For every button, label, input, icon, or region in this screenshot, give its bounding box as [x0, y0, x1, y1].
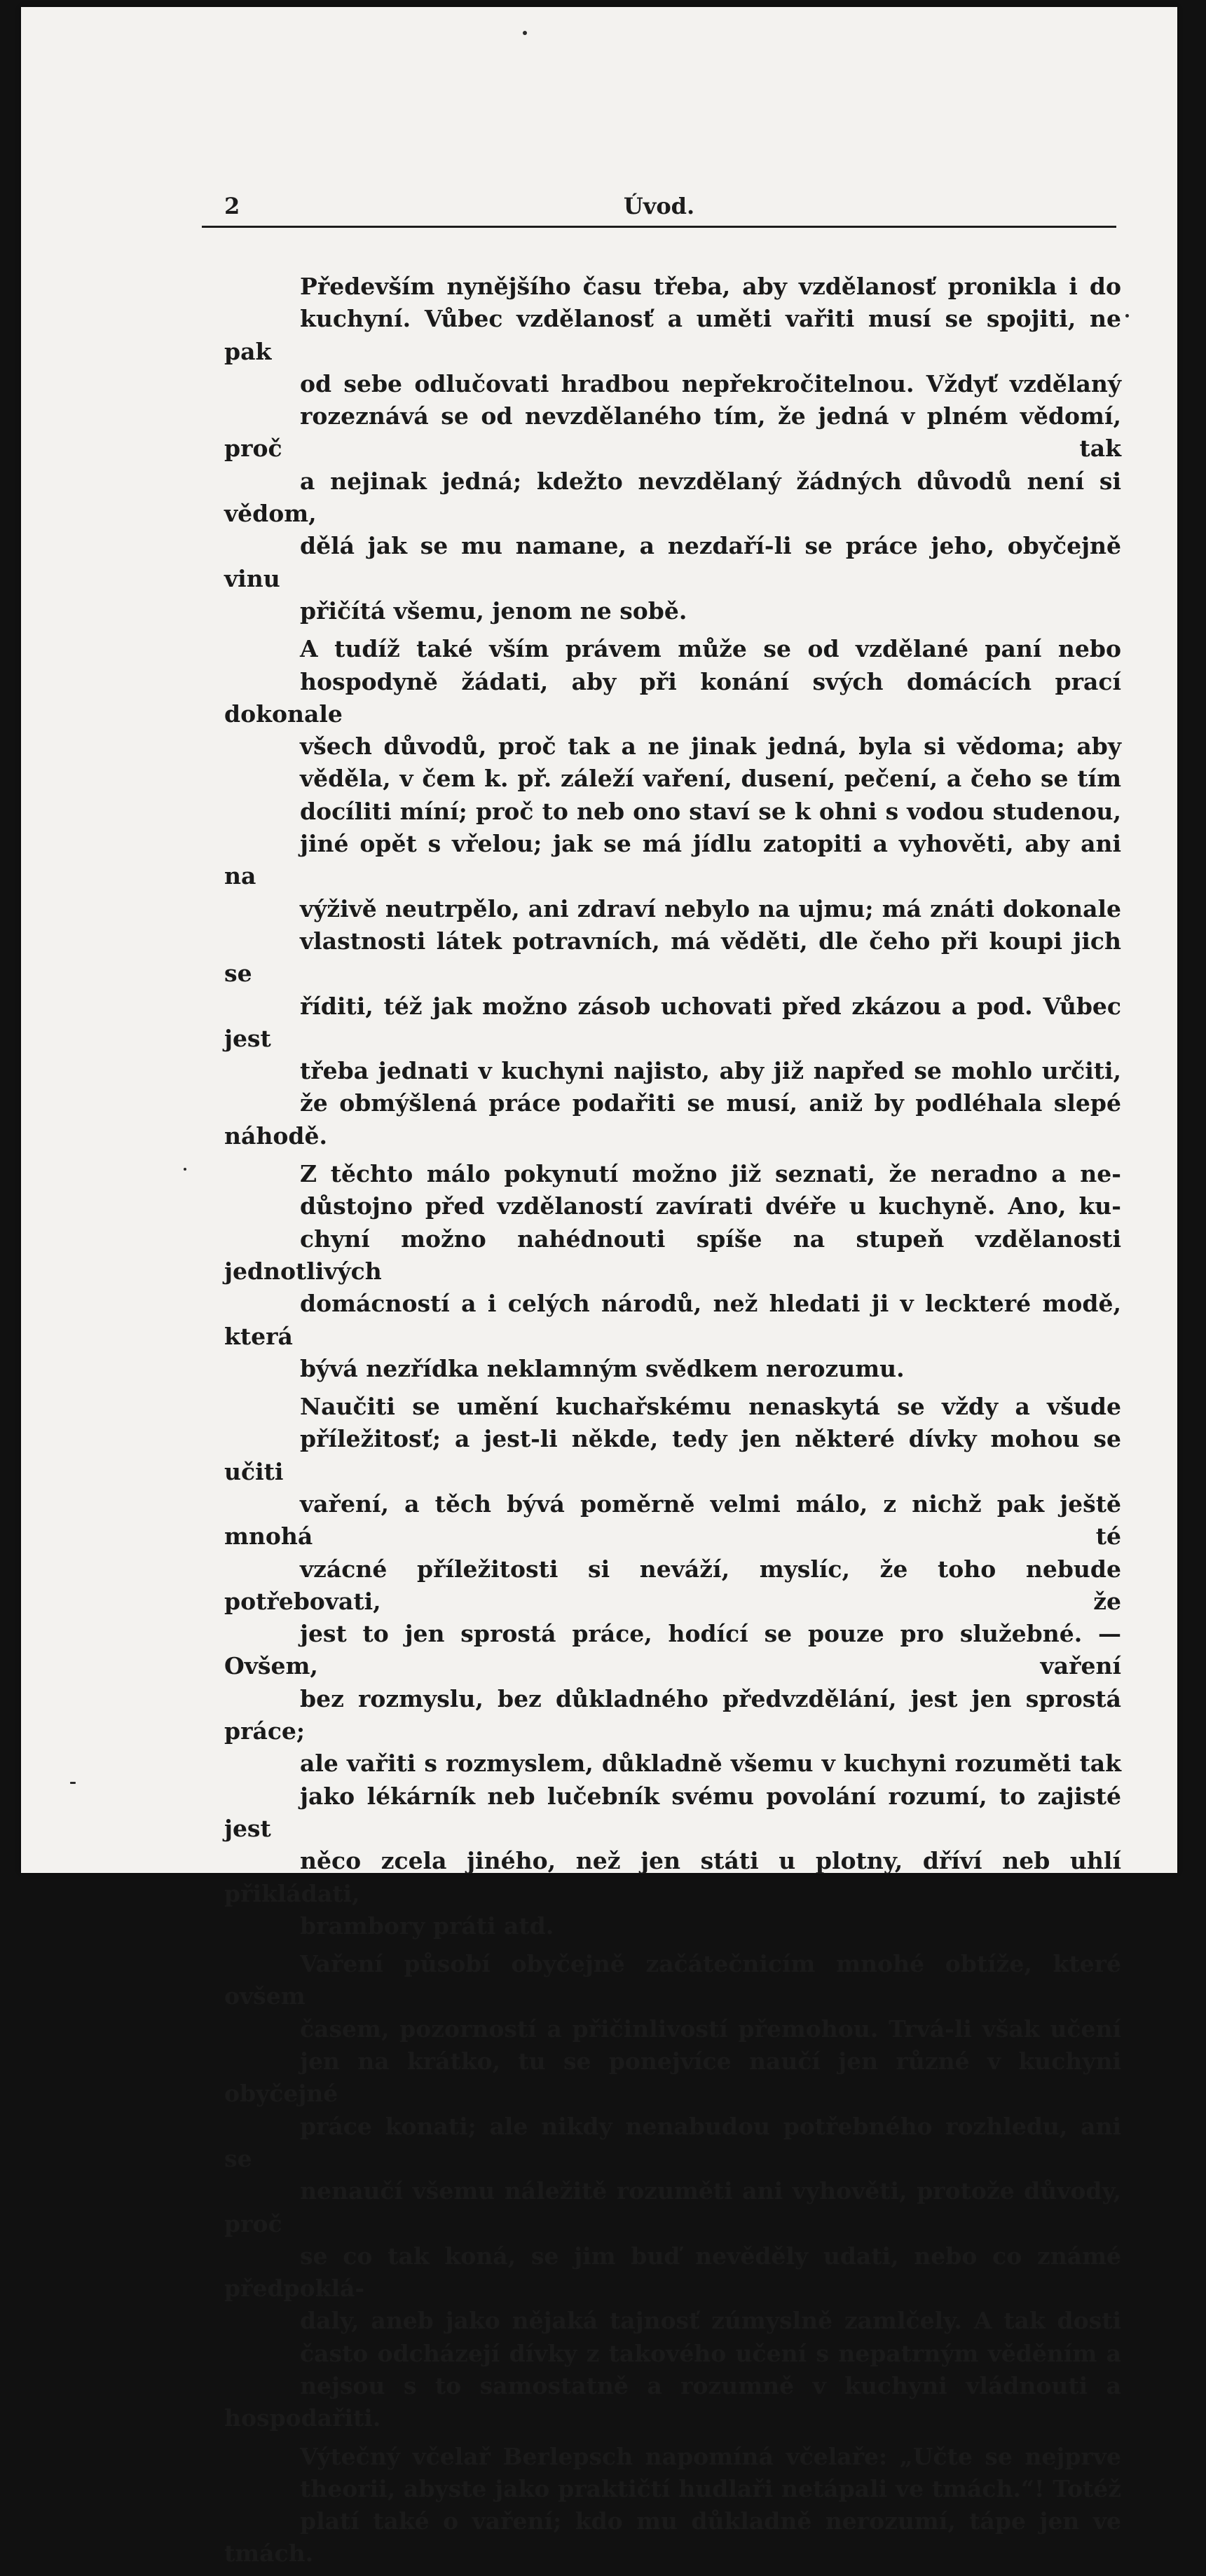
text-line: platí také o vaření; kdo mu důkladně nerozumí, tápe jen ve tmách. — [224, 2507, 1121, 2568]
text-line: práce konati; ale nikdy nenabudou potřebného rozhledu, ani se — [224, 2112, 1121, 2172]
text-line: příležitosť; a jest-li někde, tedy jen některé dívky mohou se učiti — [224, 1425, 1121, 1485]
paragraph — [224, 1948, 1121, 2434]
text-line: vaření, a těch bývá poměrně velmi málo, z nichž pak ještě mnohá té — [224, 1490, 1121, 1551]
paragraph — [224, 2441, 1121, 2570]
text-line: třeba jednati v kuchyni najisto, aby již napřed se mohlo určiti, — [300, 1057, 1121, 1085]
text-line: a nejinak jedná; kdežto nevzdělaný žádných důvodů není si vědom, — [224, 467, 1121, 528]
text-line: jen na krátko, tu se ponejvíce naučí jen různé v kuchyni obyčejné — [224, 2047, 1121, 2108]
text-line: A tudíž také vším právem může se od vzdělané paní nebo — [300, 635, 1121, 663]
text-line: domácností a i celých národů, než hledati ji v leckteré modě, která — [224, 1290, 1121, 1350]
text-line: ale vařiti s rozmyslem, důkladně všemu v kuchyni rozuměti tak — [300, 1750, 1121, 1778]
text-line: Vaření působí obyčejně začátečnicím mnohé obtíže, které ovšem — [224, 1950, 1121, 2010]
page-number: 2 — [224, 193, 240, 219]
text-line: jiné opět s vřelou; jak se má jídlu zatopiti a vyhověti, aby ani na — [224, 830, 1121, 890]
text-line: vlastnosti látek potravních, má věděti, dle čeho při koupi jich se — [224, 927, 1121, 988]
text-line: Výtečný včelař Berlepsch napomíná včelaře: „Učte se nejprve — [300, 2442, 1121, 2470]
text-line: jest to jen sprostá práce, hodící se pouze pro služebné. — Ovšem, vaření — [224, 1620, 1121, 1680]
text-line: vzácné příležitosti si neváží, myslíc, že toho nebude potřebovati, že — [224, 1555, 1121, 1615]
paragraph — [224, 1158, 1121, 1385]
text-line: rozeznává se od nevzdělaného tím, že jedná v plném vědomí, proč tak — [224, 402, 1121, 463]
scan-speck — [184, 1168, 186, 1171]
scanned-page — [21, 7, 1177, 2568]
scan-speck — [523, 31, 527, 35]
paragraph — [224, 271, 1121, 627]
paragraph — [224, 633, 1121, 1152]
text-line: něco zcela jiného, než jen státi u plotny, dříví neb uhlí přikládati, — [224, 1847, 1121, 1907]
text-line: časem, pozorností a přičinlivostí přemohou. Trvá-li však učení — [300, 2015, 1121, 2043]
text-line: přičítá všemu, jenom ne sobě. — [300, 597, 687, 625]
text-line: jako lékárník neb lučebník svému povolání rozumí, to zajisté jest — [224, 1782, 1121, 1842]
text-line: theorii, abyste jako praktičtí hudlaři netápali ve tmách.“! Totéž — [300, 2474, 1121, 2502]
running-title: Úvod. — [623, 193, 695, 219]
text-line: důstojno před vzdělaností zavírati dvéře u kuchyně. Ano, ku- — [300, 1192, 1121, 1220]
text-line: daly, aneb jako nějaká tajnosť zúmyslně zamlčely. A tak dosti — [300, 2307, 1121, 2335]
text-line: se co tak koná, se jim buď nevěděly udati, nebo co známé předpoklá- — [224, 2242, 1121, 2303]
text-line: hospodyně žádati, aby při konání svých domácích prací dokonale — [224, 667, 1121, 728]
text-line: Naučiti se umění kuchařskému nenaskytá se vždy a všude — [300, 1393, 1121, 1421]
text-line: Z těchto málo pokynutí možno již seznati, že neradno a ne- — [300, 1160, 1121, 1188]
text-line: věděla, v čem k. př. záleží vaření, dusení, pečení, a čeho se tím — [300, 765, 1121, 793]
text-line: že obmýšlená práce podařiti se musí, aniž by podléhala slepé náhodě. — [224, 1089, 1121, 1150]
text-line: všech důvodů, proč tak a ne jinak jedná, byla si vědoma; aby — [300, 732, 1121, 761]
text-line: docíliti míní; proč to neb ono staví se k ohni s vodou studenou, — [300, 797, 1121, 825]
text-line: chyní možno nahédnouti spíše na stupeň vzdělanosti jednotlivých — [224, 1225, 1121, 1285]
text-line: často odcházejí dívky z takového učení s nepatrným věděním a — [300, 2339, 1121, 2367]
text-line: nejsou s to samostatně a rozumně v kuchyni vládnouti a hospodařiti. — [224, 2372, 1121, 2432]
body-text — [224, 271, 1121, 2576]
text-line: bez rozmyslu, bez důkladného předvzdělání, jest jen sprostá práce; — [224, 1684, 1121, 1745]
text-line: bývá nezřídka neklamným svědkem nerozumu. — [300, 1354, 905, 1382]
text-line: nenaučí všemu náležitě rozuměti ani vyhověti, protože důvody, proč — [224, 2177, 1121, 2237]
scan-speck — [1125, 314, 1129, 318]
text-line: dělá jak se mu namane, a nezdaří-li se práce jeho, obyčejně vinu — [224, 532, 1121, 592]
text-line: od sebe odlučovati hradbou nepřekročitelnou. Vždyť vzdělaný — [300, 369, 1121, 397]
scan-speck — [70, 1782, 76, 1784]
page-header — [202, 188, 1116, 228]
text-line: Především nynějšího času třeba, aby vzdělanosť pronikla i do — [300, 273, 1121, 300]
text-line: brambory práti atd. — [300, 1911, 554, 1940]
text-line: výživě neutrpělo, ani zdraví nebylo na ujmu; má znáti dokonale — [300, 894, 1121, 922]
text-line: říditi, též jak možno zásob uchovati před zkázou a pod. Vůbec jest — [224, 992, 1121, 1052]
paragraph — [224, 1391, 1121, 1942]
text-line: kuchyní. Vůbec vzdělanosť a uměti vařiti musí se spojiti, ne pak — [224, 305, 1121, 365]
